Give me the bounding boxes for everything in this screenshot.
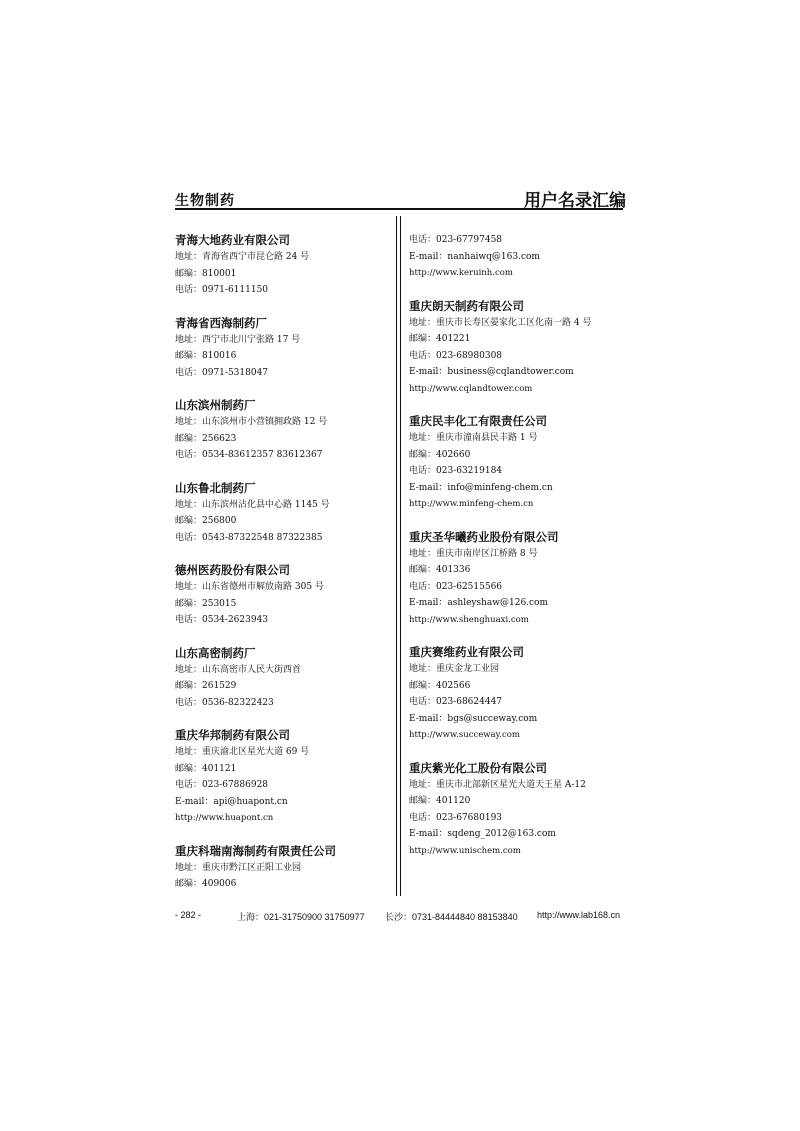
header-rule	[175, 208, 623, 210]
entry-detail-line: 邮编：261529	[175, 681, 237, 691]
entry-detail-line: E-mail：nanhaiwq@163.com	[409, 251, 540, 262]
entry-detail-line: 地址：重庆市黔江区正阳工业园	[175, 862, 302, 873]
company-name: 重庆科瑞南海制药有限责任公司	[175, 843, 336, 858]
entry-detail-line: 地址：重庆市北部新区星光大道天王星 A-12	[409, 779, 586, 790]
entry-detail-line: 邮编：402660	[409, 449, 471, 460]
entry-detail-line: 地址：山东省德州市解放南路 305 号	[175, 582, 324, 592]
entry-detail-line: 邮编：401221	[409, 334, 471, 344]
company-entry	[175, 397, 390, 464]
company-name: 青海大地药业有限公司	[175, 233, 290, 247]
company-entry	[175, 480, 390, 547]
footer-url: http://www.lab168.cn	[537, 910, 621, 920]
company-name: 山东滨州制药厂	[175, 398, 256, 412]
company-entry	[409, 413, 624, 513]
footer-changsha-phone: 长沙：0731-84444840 88153840	[385, 912, 518, 922]
entry-detail-line: 电话：0536-82322423	[175, 697, 274, 708]
entry-detail-line: 邮编：401120	[409, 796, 471, 806]
entry-detail-line: E-mail：info@minfeng-chem.cn	[409, 482, 553, 493]
section-title: 生物制药	[175, 193, 235, 209]
entry-detail-line: E-mail：api@huapont.cn	[175, 796, 288, 807]
entry-detail-line: 邮编：402566	[409, 680, 471, 691]
company-entry	[409, 298, 624, 398]
continued-entry	[409, 232, 624, 282]
entry-detail-line: E-mail：bgs@succeway.com	[409, 713, 538, 724]
entry-detail-line: http://www.keruinh.com	[409, 268, 513, 278]
company-entry	[409, 644, 624, 744]
entry-detail-line: E-mail：business@cqlandtower.com	[409, 367, 574, 377]
company-name: 重庆紫光化工股份有限公司	[409, 760, 547, 775]
entry-detail-line: E-mail：sqdeng_2012@163.com	[409, 829, 556, 839]
entry-detail-line: 电话：023-68980308	[409, 350, 503, 361]
column-divider	[396, 216, 397, 896]
entry-detail-line: 邮编：810001	[175, 268, 237, 279]
entry-detail-line: 邮编：256800	[175, 516, 237, 526]
company-name: 重庆赛维药业有限公司	[409, 645, 524, 659]
column-divider	[400, 216, 401, 896]
company-entry	[175, 843, 390, 893]
company-entry	[175, 645, 390, 712]
page-title: 用户名录汇编	[524, 191, 626, 211]
company-name: 重庆圣华曦药业股份有限公司	[409, 529, 559, 544]
entry-detail-line: 电话：023-62515566	[409, 581, 503, 592]
company-entry	[175, 562, 390, 629]
entry-detail-line: 电话：023-67886928	[175, 780, 269, 790]
company-entry	[409, 760, 624, 860]
entry-detail-line: 电话：0971-5318047	[175, 367, 269, 378]
company-name: 山东鲁北制药厂	[175, 480, 256, 495]
entry-detail-line: http://www.shenghuaxi.com	[409, 614, 529, 625]
entry-detail-line: 电话：0534-83612357 83612367	[175, 450, 323, 460]
entry-detail-line: 电话：0971-6111150	[175, 285, 269, 295]
company-name: 重庆华邦制药有限公司	[175, 728, 290, 742]
entry-detail-line: 电话：023-67680193	[409, 812, 503, 823]
entry-detail-line: 地址：山东高密市人民大街西首	[175, 664, 302, 675]
company-name: 德州医药股份有限公司	[175, 563, 290, 577]
entry-detail-line: http://www.huapont.cn	[175, 813, 274, 823]
entry-detail-line: 电话：0543-87322548 87322385	[175, 532, 323, 543]
entry-detail-line: 电话：023-68624447	[409, 697, 503, 707]
entry-detail-line: 邮编：253015	[175, 598, 237, 609]
entry-detail-line: 地址：重庆渝北区星光大道 69 号	[175, 747, 310, 757]
entry-detail-line: 邮编：810016	[175, 351, 237, 361]
company-entry	[409, 529, 624, 629]
entry-detail-line: 地址：山东滨州市小营镇拥政路 12 号	[175, 417, 328, 427]
entry-detail-line: 地址：山东滨州沾化县中心路 1145 号	[175, 499, 330, 510]
entry-detail-line: 邮编：256623	[175, 433, 237, 444]
entry-detail-line: 电话：0534-2623943	[175, 615, 269, 625]
left-column	[175, 232, 390, 909]
entry-detail-line: http://www.succeway.com	[409, 730, 520, 740]
entry-detail-line: 地址：西宁市北川宁张路 17 号	[175, 334, 301, 345]
entry-detail-line: 邮编：401121	[175, 763, 237, 774]
company-entry	[175, 315, 390, 382]
entry-detail-line: E-mail：ashleyshaw@126.com	[409, 598, 549, 608]
entry-detail-line: 地址：青海省西宁市昆仑路 24 号	[175, 252, 310, 262]
company-name: 山东高密制药厂	[175, 645, 256, 660]
page-number: - 282 -	[175, 910, 202, 920]
company-name: 青海省西海制药厂	[175, 315, 267, 330]
entry-detail-line: 电话：023-67797458	[409, 235, 503, 245]
entry-detail-line: 地址：重庆市南岸区江桥路 8 号	[409, 548, 538, 559]
right-column	[409, 232, 624, 875]
footer-shanghai-phone: 上海：021-31750900 31750977	[237, 912, 365, 922]
entry-detail-line: http://www.minfeng-chem.cn	[409, 499, 534, 509]
entry-detail-line: 地址：重庆市潼南县民丰路 1 号	[409, 433, 538, 443]
company-entry	[175, 727, 390, 827]
entry-detail-line: 地址：重庆市长寿区晏家化工区化南一路 4 号	[409, 317, 592, 328]
entry-detail-line: 邮编：401336	[409, 565, 471, 575]
entry-detail-line: 邮编：409006	[175, 879, 237, 889]
company-entry	[175, 232, 390, 299]
entry-detail-line: 电话：023-63219184	[409, 466, 503, 476]
entry-detail-line: http://www.unischem.com	[409, 845, 521, 856]
company-name: 重庆民丰化工有限责任公司	[409, 414, 547, 428]
entry-detail-line: http://www.cqlandtower.com	[409, 383, 533, 394]
company-name: 重庆朗天制药有限公司	[409, 298, 524, 313]
entry-detail-line: 地址：重庆金龙工业园	[409, 664, 500, 674]
